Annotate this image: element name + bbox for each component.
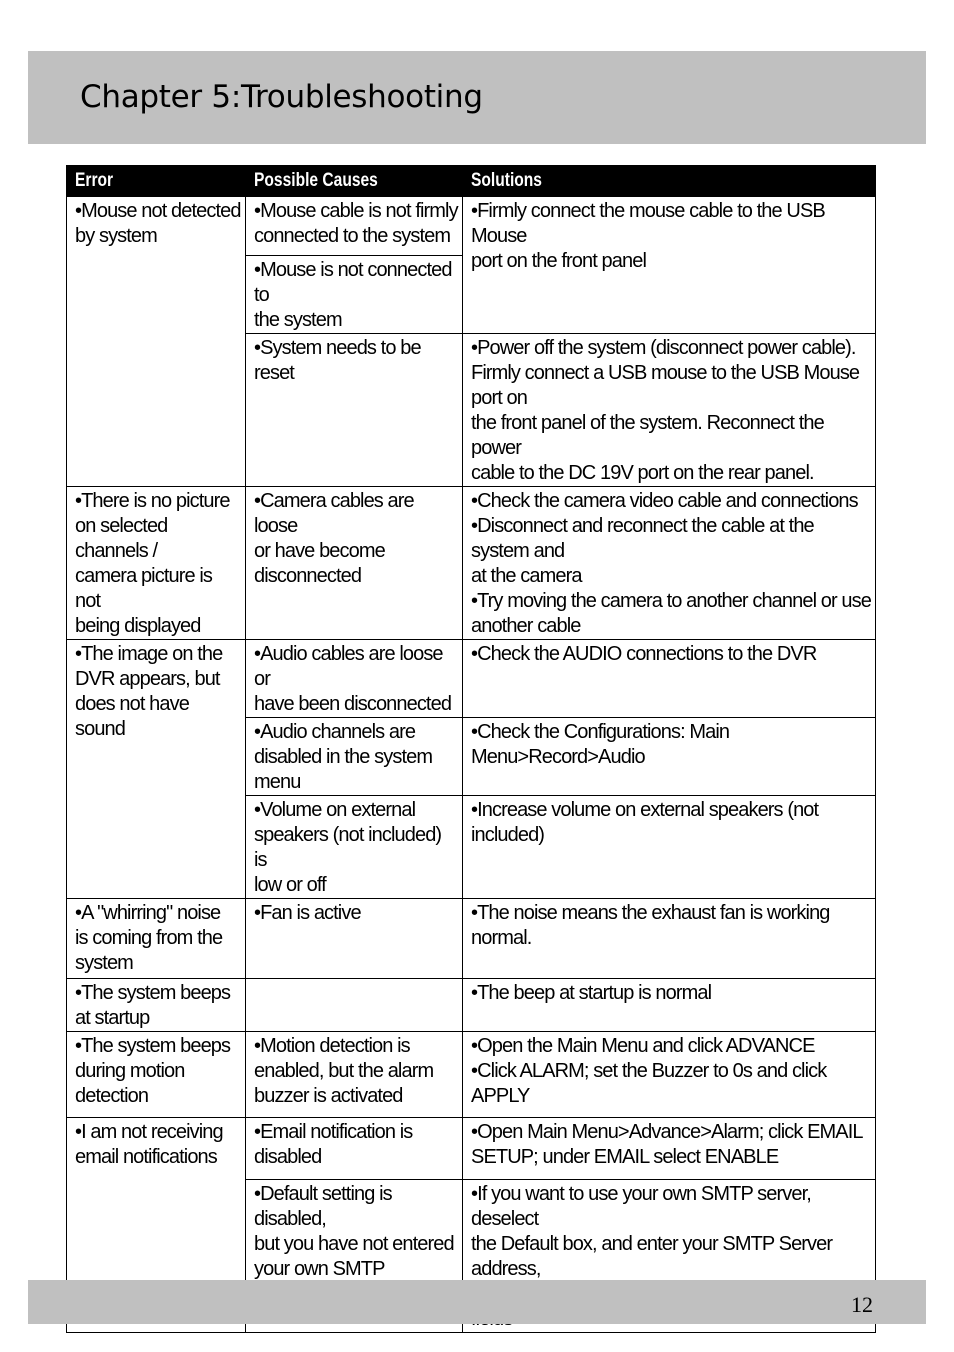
solution-cell: •The noise means the exhaust fan is working normal. bbox=[463, 899, 876, 979]
column-header-solutions: Solutions bbox=[463, 166, 876, 197]
error-cell: •The system beeps during motion detection bbox=[67, 1032, 246, 1118]
cause-cell: •Volume on external speakers (not included) is low or off bbox=[246, 796, 463, 899]
chapter-header bbox=[28, 51, 926, 144]
cause-cell: •Audio channels are disabled in the system menu bbox=[246, 718, 463, 796]
cause-cell: •Email notification is disabled bbox=[246, 1118, 463, 1180]
solution-cell: •The beep at startup is normal bbox=[463, 979, 876, 1032]
error-cell: •I am not receiving email notifications bbox=[67, 1118, 246, 1333]
error-cell: •Mouse not detected by system bbox=[67, 197, 246, 487]
error-cell: •A "whirring" noise is coming from the system bbox=[67, 899, 246, 979]
cause-cell: •Audio cables are loose or have been disconnected bbox=[246, 640, 463, 718]
solution-cell: •Increase volume on external speakers (not included) bbox=[463, 796, 876, 899]
table-row bbox=[67, 899, 876, 979]
error-cell: •The system beeps at startup bbox=[67, 979, 246, 1032]
page-footer bbox=[28, 1280, 926, 1324]
solution-cell: •Check the Configurations: Main Menu>Record>Audio bbox=[463, 718, 876, 796]
solution-cell: •Open Main Menu>Advance>Alarm; click EMAIL SETUP; under EMAIL select ENABLE bbox=[463, 1118, 876, 1180]
table-row bbox=[67, 1032, 876, 1118]
chapter-title: Chapter 5:Troubleshooting bbox=[80, 79, 483, 115]
table-row bbox=[67, 197, 876, 256]
table-row bbox=[67, 979, 876, 1032]
table-row bbox=[67, 1118, 876, 1180]
solution-cell: •Check the AUDIO connections to the DVR bbox=[463, 640, 876, 718]
solution-cell: •If you want to use your own SMTP server, deselect the Default box, and enter your SMTP Server address, bbox=[463, 1180, 876, 1333]
troubleshooting-table bbox=[66, 165, 876, 1333]
error-cell: •The image on the DVR appears, but does not have sound bbox=[67, 640, 246, 899]
cause-cell: •Mouse is not connected to the system bbox=[246, 256, 463, 334]
page-number: 12 bbox=[851, 1292, 873, 1317]
table-row bbox=[67, 640, 876, 718]
column-header-causes: Possible Causes bbox=[246, 166, 463, 197]
cause-cell: •Fan is active bbox=[246, 899, 463, 979]
table-header-row bbox=[67, 166, 876, 197]
column-header-error: Error bbox=[67, 166, 246, 197]
cause-cell: •Default setting is disabled, but you have not entered your own SMTP bbox=[246, 1180, 463, 1333]
cause-cell: •Camera cables are loose or have become disconnected bbox=[246, 487, 463, 640]
solution-cell: •Check the camera video cable and connections •Disconnect and reconnect the cable at the system and at the camera •Try moving the camera to another channel or use another cable bbox=[463, 487, 876, 640]
cause-cell: •Motion detection is enabled, but the alarm buzzer is activated bbox=[246, 1032, 463, 1118]
error-cell: •There is no picture on selected channels / camera picture is not being displayed bbox=[67, 487, 246, 640]
solution-cell: •Firmly connect the mouse cable to the USB Mouse port on the front panel bbox=[463, 197, 876, 334]
cause-cell: •Mouse cable is not firmly connected to the system bbox=[246, 197, 463, 256]
table-row bbox=[67, 487, 876, 640]
cause-cell: •System needs to be reset bbox=[246, 334, 463, 487]
solution-cell: •Open the Main Menu and click ADVANCE •Click ALARM; set the Buzzer to 0s and click APPLY bbox=[463, 1032, 876, 1118]
solution-cell: •Power off the system (disconnect power cable). Firmly connect a USB mouse to the USB Mouse port on the front panel of the system. Reconnect the power cable to the DC 19V port on the rear panel. bbox=[463, 334, 876, 487]
cause-cell bbox=[246, 979, 463, 1032]
